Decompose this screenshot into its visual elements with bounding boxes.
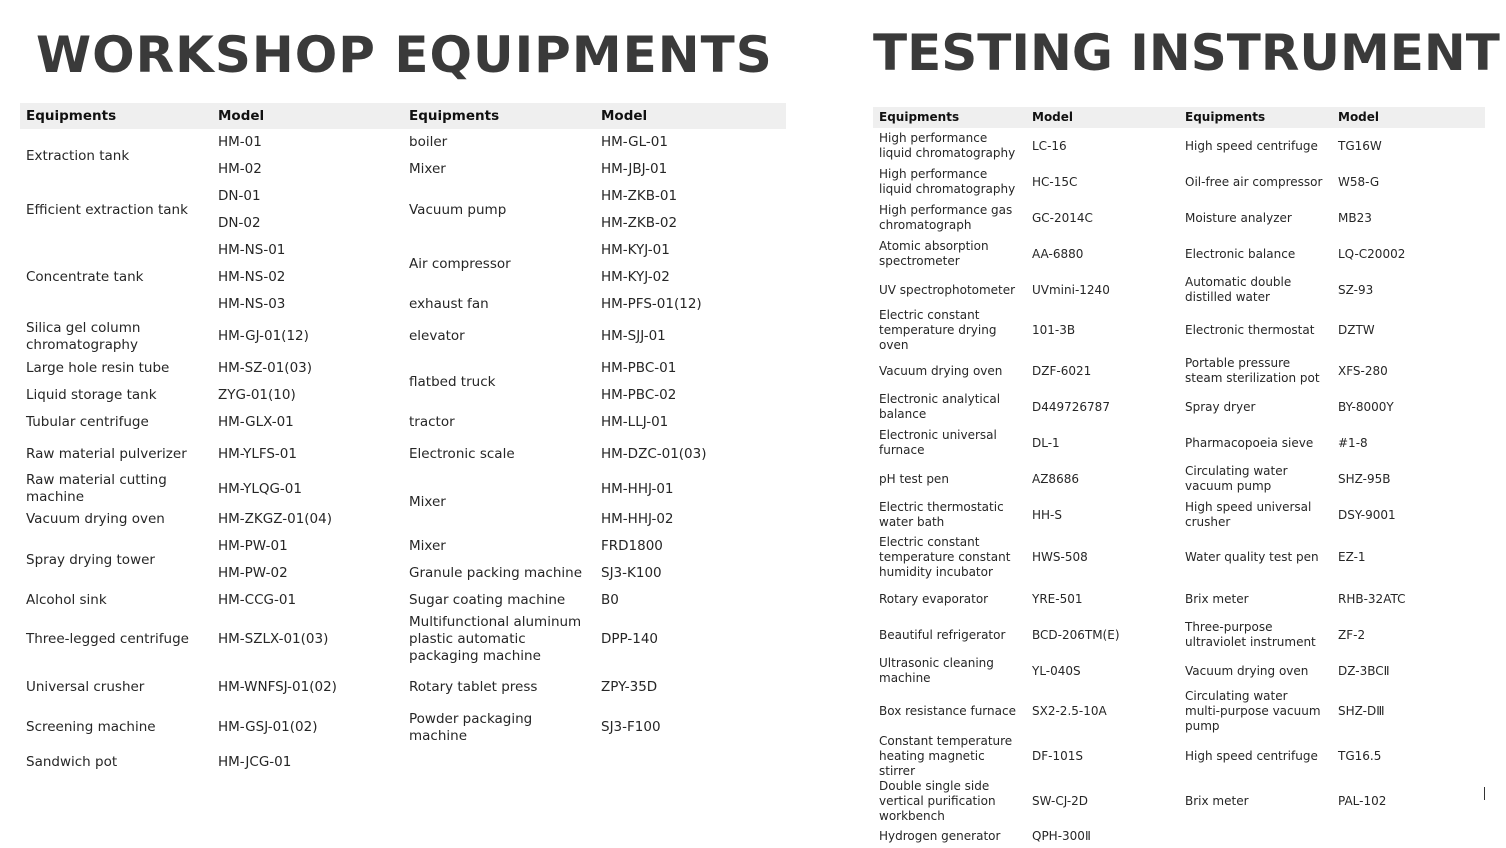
table-row (20, 436, 786, 472)
instrument-name: Box resistance furnace (879, 704, 1016, 718)
equipment-model: HM-KYJ-01 (601, 242, 670, 258)
table-row (873, 824, 1485, 848)
instrument-model: SHZ-DⅢ (1338, 704, 1385, 718)
instrument-name: Electronic balance (1185, 246, 1296, 261)
equipment-model: HM-ZKB-01 (601, 188, 678, 204)
instrument-model: ZF-2 (1338, 627, 1366, 642)
instrument-model: QPH-300Ⅱ (1032, 828, 1091, 843)
equipment-model: HM-GJ-01(12) (218, 328, 309, 344)
instrument-model: PAL-102 (1338, 794, 1387, 808)
equipment-model: HM-JCG-01 (218, 754, 292, 770)
instrument-name: Spray dryer (1185, 399, 1256, 414)
equipment-name: tractor (409, 414, 455, 430)
instrument-model: HH-S (1032, 507, 1062, 522)
table-row (20, 472, 786, 506)
table-row (20, 665, 786, 710)
instrument-model: HC-15C (1032, 174, 1078, 189)
equipment-model: B0 (601, 592, 619, 608)
equipment-model: HM-YLQG-01 (218, 480, 302, 497)
equipment-model: SJ3-F100 (601, 719, 661, 735)
table-row (20, 533, 786, 560)
instrument-name: Double single side vertical purification workbench (879, 779, 996, 823)
equipment-name: Raw material pulverizer (26, 445, 187, 462)
instrument-model: AA-6880 (1032, 246, 1084, 261)
instrument-name: Electronic universal furnace (879, 428, 997, 457)
equipment-model: HM-NS-03 (218, 296, 286, 312)
equipment-model: HM-PW-01 (218, 538, 288, 554)
instrument-name: High performance gas chromatograph (879, 203, 1013, 232)
equipment-name: Mixer (409, 161, 446, 177)
equipment-name: Liquid storage tank (26, 387, 157, 403)
instrument-model: DZF-6021 (1032, 363, 1092, 378)
equipment-name: Air compressor (409, 255, 511, 272)
table-row (20, 183, 786, 210)
instrument-model: MB23 (1338, 210, 1372, 225)
equipment-model: HM-HHJ-01 (601, 480, 674, 497)
column-header: Model (595, 103, 786, 129)
equipment-model: HM-SZLX-01(03) (218, 631, 329, 647)
instrument-name: Atomic absorption spectrometer (879, 239, 989, 268)
table-row (873, 236, 1485, 272)
table-row (20, 409, 786, 436)
instrument-model: LC-16 (1032, 138, 1067, 153)
instrument-model: EZ-1 (1338, 549, 1366, 564)
instrument-model: DZ-3BCⅡ (1338, 663, 1390, 678)
table-row (20, 710, 786, 745)
equipment-model: HM-KYJ-02 (601, 269, 670, 285)
equipment-name: Tubular centrifuge (26, 414, 149, 430)
empty-cell (403, 745, 595, 780)
equipment-model: FRD1800 (601, 538, 663, 554)
instrument-name: Electronic analytical balance (879, 392, 1001, 421)
instrument-name: High speed centrifuge (1185, 138, 1318, 153)
table-row (873, 389, 1485, 425)
instrument-model: SX2-2.5-10A (1032, 704, 1107, 718)
instrument-model: DF-101S (1032, 749, 1083, 763)
table-row (873, 308, 1485, 353)
equipment-name: elevator (409, 328, 465, 344)
instrument-name: Circulating water vacuum pump (1185, 464, 1288, 493)
table-header-row (873, 107, 1485, 128)
table-row (20, 614, 786, 665)
table-header-row (20, 103, 786, 129)
instrument-name: High speed centrifuge (1185, 749, 1318, 763)
workshop-title: WORKSHOP EQUIPMENTS (36, 26, 773, 84)
table-row (873, 533, 1485, 581)
instrument-model: XFS-280 (1338, 363, 1388, 378)
instrument-model: HWS-508 (1032, 549, 1088, 564)
equipment-model: HM-ZKB-02 (601, 215, 678, 231)
instrument-model: AZ8686 (1032, 471, 1079, 486)
instrument-name: Brix meter (1185, 794, 1249, 808)
equipment-model: HM-PFS-01(12) (601, 296, 702, 312)
instrument-model: YL-040S (1032, 663, 1081, 678)
equipment-name: Concentrate tank (26, 269, 144, 285)
equipment-name: Vacuum pump (409, 201, 507, 218)
instrument-name (1179, 824, 1332, 848)
instrument-model: YRE-501 (1032, 591, 1083, 606)
instrument-model: DZTW (1338, 323, 1375, 337)
instrument-model: SW-CJ-2D (1032, 794, 1089, 808)
column-header: Equipments (873, 107, 1026, 128)
equipment-name: Spray drying tower (26, 551, 155, 568)
instrument-name: Electric constant temperature constant humidity incubator (879, 534, 1011, 579)
equipment-model: SJ3-K100 (601, 565, 662, 581)
table-row (20, 318, 786, 355)
instrument-name: pH test pen (879, 471, 949, 486)
equipment-model: HM-DZC-01(03) (601, 445, 707, 462)
testing-title: TESTING INSTRUMENT (873, 24, 1500, 82)
equipment-model: HM-NS-01 (218, 242, 286, 258)
equipment-name: boiler (409, 134, 448, 150)
instrument-name: Pharmacopoeia sieve (1185, 435, 1314, 450)
instrument-name: High performance liquid chromatography (879, 131, 1016, 160)
table-row (20, 237, 786, 264)
instrument-name: Brix meter (1185, 591, 1249, 606)
instrument-model: DL-1 (1032, 435, 1060, 450)
instrument-model: GC-2014C (1032, 210, 1093, 225)
equipment-model: HM-LLJ-01 (601, 414, 669, 430)
equipment-name: Universal crusher (26, 679, 145, 695)
equipment-model: HM-GL-01 (601, 134, 668, 150)
instrument-name: Moisture analyzer (1185, 210, 1292, 225)
equipment-name: flatbed truck (409, 373, 496, 390)
equipment-name: Multifunctional aluminum plastic automatic packaging machine (409, 614, 582, 664)
equipment-model: HM-CCG-01 (218, 592, 297, 608)
equipment-name: Vacuum drying oven (26, 511, 165, 527)
equipment-model: HM-GLX-01 (218, 414, 294, 430)
table-row (873, 461, 1485, 497)
equipment-name: Granule packing machine (409, 565, 583, 581)
equipment-model: HM-PBC-01 (601, 360, 677, 376)
instrument-model: UVmini-1240 (1032, 282, 1110, 297)
instrument-name: Vacuum drying oven (879, 363, 1003, 378)
column-header: Equipments (20, 103, 212, 129)
table-row (873, 653, 1485, 689)
instrument-model (1332, 824, 1485, 848)
equipment-name: Mixer (409, 494, 446, 510)
equipment-model: ZPY-35D (601, 679, 658, 695)
instrument-name: Oil-free air compressor (1185, 174, 1323, 189)
table-row (873, 200, 1485, 236)
column-header: Model (1332, 107, 1485, 128)
instrument-name: Three-purpose ultraviolet instrument (1185, 620, 1316, 649)
instrument-model: #1-8 (1338, 435, 1368, 450)
equipment-model: HM-HHJ-02 (601, 511, 674, 527)
equipment-model: HM-PBC-02 (601, 387, 677, 403)
column-header: Model (212, 103, 403, 129)
instrument-model: 101-3B (1032, 323, 1076, 337)
instrument-model: W58-G (1338, 174, 1380, 189)
workshop-equipment-table (20, 103, 786, 780)
instrument-model: SZ-93 (1338, 282, 1374, 297)
equipment-model: HM-01 (218, 134, 262, 150)
equipment-name: Extraction tank (26, 147, 130, 164)
instrument-name: Electronic thermostat (1185, 323, 1315, 337)
equipment-name: Large hole resin tube (26, 360, 170, 376)
table-row (873, 689, 1485, 734)
instrument-name: Constant temperature heating magnetic stirrer (879, 734, 1013, 778)
instrument-name: Rotary evaporator (879, 591, 989, 606)
equipment-name: Sandwich pot (26, 754, 118, 770)
equipment-name: exhaust fan (409, 296, 489, 312)
table-row (873, 164, 1485, 200)
equipment-model: DPP-140 (601, 631, 659, 647)
equipment-model: HM-WNFSJ-01(02) (218, 679, 337, 695)
instrument-model: DSY-9001 (1338, 507, 1396, 522)
equipment-model: HM-NS-02 (218, 269, 286, 285)
instrument-name: Circulating water multi-purpose vacuum pump (1185, 689, 1321, 733)
equipment-name: Silica gel column chromatography (26, 319, 141, 353)
equipment-name: Mixer (409, 538, 446, 554)
equipment-name: Raw material cutting machine (26, 472, 167, 505)
equipment-model: HM-02 (218, 161, 262, 177)
table-row (873, 425, 1485, 461)
instrument-name: Hydrogen generator (879, 828, 1001, 843)
table-row (873, 497, 1485, 533)
table-row (20, 587, 786, 614)
table-row (873, 272, 1485, 308)
instrument-model: BY-8000Y (1338, 399, 1394, 414)
equipment-model: HM-SZ-01(03) (218, 360, 313, 376)
equipment-model: DN-02 (218, 215, 261, 231)
instrument-model: SHZ-95B (1338, 471, 1391, 486)
instrument-model: TG16.5 (1338, 749, 1382, 763)
instrument-model: BCD-206TM(E) (1032, 627, 1120, 642)
table-row (20, 129, 786, 156)
table-row (20, 355, 786, 382)
instrument-model: LQ-C20002 (1338, 246, 1406, 261)
instrument-name: High performance liquid chromatography (879, 167, 1016, 196)
column-header: Model (1026, 107, 1179, 128)
instrument-model: TG16W (1338, 138, 1382, 153)
testing-instrument-table (873, 107, 1485, 848)
instrument-name: UV spectrophotometer (879, 282, 1016, 297)
equipment-model: HM-ZKGZ-01(04) (218, 511, 333, 527)
empty-cell (595, 745, 786, 780)
instrument-name: Electric constant temperature drying oven (879, 308, 997, 352)
equipment-name: Electronic scale (409, 445, 515, 462)
equipment-name: Screening machine (26, 719, 156, 735)
table-row (873, 734, 1485, 779)
equipment-name: Three-legged centrifuge (26, 631, 189, 647)
equipment-model: HM-JBJ-01 (601, 161, 668, 177)
table-row (873, 581, 1485, 617)
instrument-model: D449726787 (1032, 399, 1110, 414)
column-header: Equipments (1179, 107, 1332, 128)
instrument-model: RHB-32ATC (1338, 591, 1406, 606)
column-header: Equipments (403, 103, 595, 129)
equipment-model: DN-01 (218, 188, 261, 204)
table-row (873, 353, 1485, 389)
equipment-name: Powder packaging machine (409, 710, 533, 744)
equipment-model: HM-GSJ-01(02) (218, 719, 318, 735)
instrument-name: Water quality test pen (1185, 549, 1319, 564)
instrument-name: Portable pressure steam sterilization pot (1185, 356, 1320, 385)
instrument-name: High speed universal crusher (1185, 500, 1312, 529)
equipment-name: Efficient extraction tank (26, 201, 188, 218)
instrument-name: Vacuum drying oven (1185, 663, 1309, 678)
equipment-name: Rotary tablet press (409, 679, 538, 695)
text-cursor (1484, 787, 1485, 800)
instrument-name: Automatic double distilled water (1185, 275, 1292, 304)
instrument-name: Ultrasonic cleaning machine (879, 656, 994, 685)
equipment-model: HM-YLFS-01 (218, 445, 297, 462)
equipment-name: Alcohol sink (26, 592, 107, 608)
equipment-model: HM-PW-02 (218, 565, 288, 581)
equipment-name: Sugar coating machine (409, 592, 566, 608)
table-row (20, 745, 786, 780)
instrument-name: Electric thermostatic water bath (879, 500, 1004, 529)
equipment-model: HM-SJJ-01 (601, 328, 666, 344)
instrument-name: Beautiful refrigerator (879, 627, 1006, 642)
table-row (873, 617, 1485, 653)
equipment-model: ZYG-01(10) (218, 387, 296, 403)
table-row (873, 128, 1485, 164)
